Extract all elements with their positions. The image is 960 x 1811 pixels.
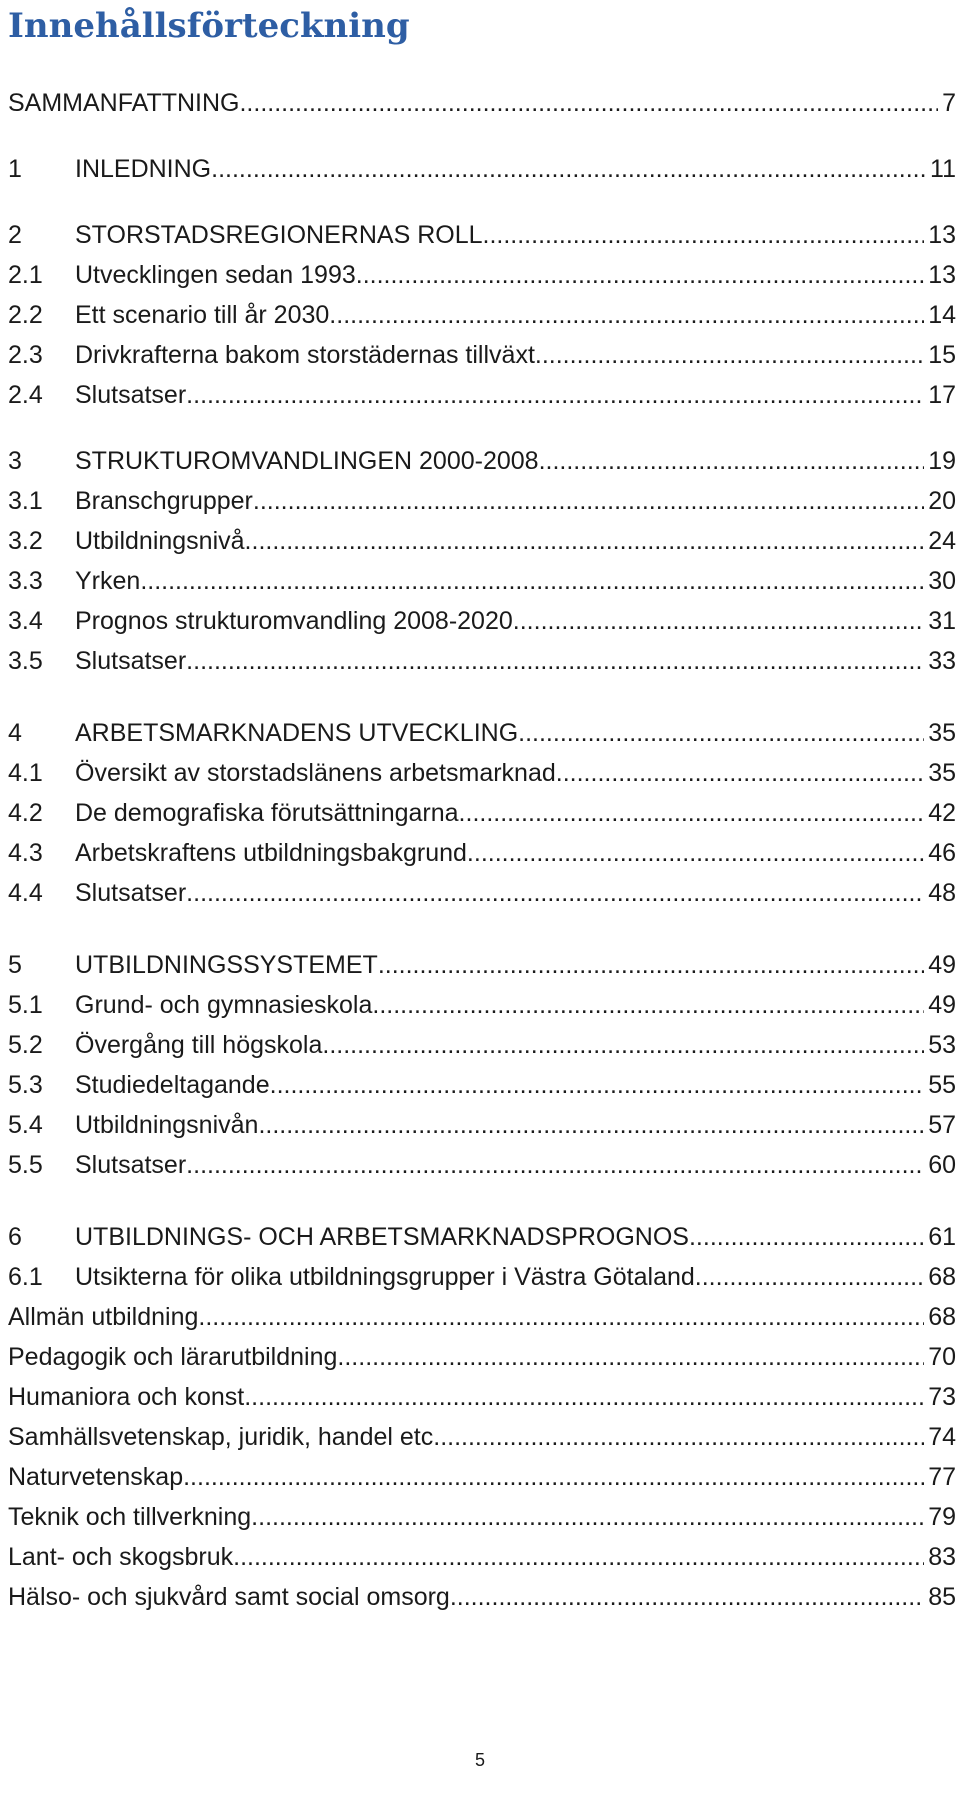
toc-entry-number: 4.4 <box>8 879 43 907</box>
toc-entry[interactable] <box>8 876 956 910</box>
toc-entry-title: Drivkrafterna bakom storstädernas tillväxt <box>75 341 535 369</box>
toc-entry-page: 60 <box>928 1151 956 1179</box>
dot-leader <box>329 298 924 332</box>
toc-entry-page: 73 <box>928 1383 956 1411</box>
dot-leader <box>513 604 924 638</box>
toc-entry-page: 53 <box>928 1031 956 1059</box>
toc-entry-title: UTBILDNINGSSYSTEMET <box>75 951 378 979</box>
toc-entry[interactable] <box>8 1500 956 1534</box>
dot-leader <box>253 484 924 518</box>
toc-entry[interactable] <box>8 1460 956 1494</box>
toc-entry[interactable] <box>8 258 956 292</box>
toc-entry[interactable] <box>8 1380 956 1414</box>
toc-entry[interactable] <box>8 988 956 1022</box>
toc-entry-number: 5.2 <box>8 1031 43 1059</box>
toc-entry[interactable] <box>8 716 956 750</box>
toc-entry-number: 5.5 <box>8 1151 43 1179</box>
toc-entry-page: 49 <box>928 951 956 979</box>
toc-entry-title: Lant- och skogsbruk <box>8 1543 234 1571</box>
dot-leader <box>140 564 924 598</box>
toc-entry-number: 3.2 <box>8 527 43 555</box>
toc-entry-number: 5 <box>8 951 22 979</box>
toc-entry[interactable] <box>8 484 956 518</box>
toc-entry[interactable] <box>8 644 956 678</box>
toc-entry-page: 55 <box>928 1071 956 1099</box>
toc-entry[interactable] <box>8 1540 956 1574</box>
toc-entry[interactable] <box>8 338 956 372</box>
toc-entry-title: Slutsatser <box>75 381 187 409</box>
toc-entry-page: 20 <box>928 487 956 515</box>
toc-entry-title: STRUKTUROMVANDLINGEN 2000-2008 <box>75 447 539 475</box>
toc-entry-number: 4.3 <box>8 839 43 867</box>
toc-entry-number: 5.4 <box>8 1111 43 1139</box>
toc-entry-title: Samhällsvetenskap, juridik, handel etc. <box>8 1423 441 1451</box>
toc-entry[interactable] <box>8 604 956 638</box>
dot-leader <box>337 1340 924 1374</box>
dot-leader <box>239 86 938 120</box>
dot-leader <box>186 1148 924 1182</box>
toc-entry-page: 33 <box>928 647 956 675</box>
toc-entry-page: 35 <box>928 719 956 747</box>
dot-leader <box>450 1580 924 1614</box>
toc-entry-page: 68 <box>928 1303 956 1331</box>
dot-leader <box>535 338 924 372</box>
toc-entry-number: 6 <box>8 1223 22 1251</box>
dot-leader <box>378 948 924 982</box>
dot-leader <box>258 1108 924 1142</box>
toc-entry[interactable] <box>8 1028 956 1062</box>
toc-entry-title: Grund- och gymnasieskola <box>75 991 373 1019</box>
page-number: 5 <box>474 1750 485 1770</box>
toc-entry-title: Prognos strukturomvandling 2008-2020 <box>75 607 513 635</box>
toc-entry-title: Naturvetenskap <box>8 1463 184 1491</box>
toc-entry-number: 5.3 <box>8 1071 43 1099</box>
toc-entry-title: Ett scenario till år 2030 <box>75 301 330 329</box>
toc-entry-page: 31 <box>928 607 956 635</box>
toc-entry-number: 1 <box>8 155 22 183</box>
toc-entry-page: 46 <box>928 839 956 867</box>
dot-leader <box>556 756 924 790</box>
toc-entry[interactable] <box>8 152 956 186</box>
toc-entry-title: Slutsatser <box>75 879 187 907</box>
dot-leader <box>356 258 924 292</box>
toc-entry-page: 11 <box>930 155 956 183</box>
toc-entry[interactable] <box>8 1148 956 1182</box>
toc-entry[interactable] <box>8 298 956 332</box>
toc-entry-title: Pedagogik och lärarutbildning <box>8 1343 338 1371</box>
toc-entry-title: ARBETSMARKNADENS UTVECKLING <box>75 719 519 747</box>
toc-entry[interactable] <box>8 1260 956 1294</box>
toc-entry-number: 2.3 <box>8 341 43 369</box>
toc-entry-page: 14 <box>928 301 956 329</box>
dot-leader <box>183 1460 924 1494</box>
dot-leader <box>695 1260 924 1294</box>
toc-entry-page: 48 <box>928 879 956 907</box>
dot-leader <box>467 836 924 870</box>
toc-entry[interactable] <box>8 836 956 870</box>
toc-entry-number: 4.1 <box>8 759 43 787</box>
toc-entry-title: Utvecklingen sedan 1993 <box>75 261 356 289</box>
toc-entry-page: 70 <box>928 1343 956 1371</box>
dot-leader <box>518 716 924 750</box>
toc-entry-title: Allmän utbildning <box>8 1303 199 1331</box>
toc-entry[interactable] <box>8 524 956 558</box>
toc-entry[interactable] <box>8 1068 956 1102</box>
toc-entry-number: 3.4 <box>8 607 43 635</box>
dot-leader <box>539 444 925 478</box>
toc-entry[interactable] <box>8 218 956 252</box>
toc-entry-title: Teknik och tillverkning <box>8 1503 252 1531</box>
toc-entry[interactable] <box>8 1108 956 1142</box>
toc-entry-number: 3.3 <box>8 567 43 595</box>
toc-entry-title: Yrken <box>75 567 141 595</box>
dot-leader <box>244 1380 924 1414</box>
toc-entry-number: 2 <box>8 221 22 249</box>
toc-entry-title: Översikt av storstadslänens arbetsmarknad <box>75 759 556 787</box>
toc-entry-page: 74 <box>928 1423 956 1451</box>
toc-entry-page: 13 <box>928 261 956 289</box>
toc-entry[interactable] <box>8 1220 956 1254</box>
toc-entry-title: Övergång till högskola <box>75 1031 323 1059</box>
toc-entry-title: Slutsatser <box>75 1151 187 1179</box>
toc-entry-title: Utbildningsnivå <box>75 527 245 555</box>
toc-entry-page: 68 <box>928 1263 956 1291</box>
toc-entry-title: Hälso- och sjukvård samt social omsorg <box>8 1583 450 1611</box>
toc-entry[interactable] <box>8 564 956 598</box>
dot-leader <box>322 1028 924 1062</box>
toc-entry-title: SAMMANFATTNING <box>8 89 240 117</box>
toc-entry-page: 79 <box>928 1503 956 1531</box>
dot-leader <box>459 796 925 830</box>
dot-leader <box>198 1300 924 1334</box>
dot-leader <box>186 876 924 910</box>
toc-entry-number: 2.4 <box>8 381 43 409</box>
toc-entry[interactable] <box>8 86 956 120</box>
toc-entry-page: 83 <box>928 1543 956 1571</box>
toc-entry[interactable] <box>8 444 956 478</box>
toc-entry[interactable] <box>8 756 956 790</box>
toc-entry-page: 30 <box>928 567 956 595</box>
toc-entry-title: Slutsatser <box>75 647 187 675</box>
dot-leader <box>211 152 926 186</box>
page-title: Innehållsförteckning <box>8 6 410 46</box>
toc-entry-page: 49 <box>928 991 956 1019</box>
toc-entry-page: 35 <box>928 759 956 787</box>
toc-entry[interactable] <box>8 1340 956 1374</box>
dot-leader <box>186 644 924 678</box>
toc-entry-number: 4.2 <box>8 799 43 827</box>
toc-entry-page: 77 <box>928 1463 956 1491</box>
toc-entry-page: 61 <box>928 1223 956 1251</box>
toc-entry-page: 15 <box>928 341 956 369</box>
toc-entry-number: 2.2 <box>8 301 43 329</box>
toc-entry-page: 19 <box>928 447 956 475</box>
toc-entry-page: 42 <box>928 799 956 827</box>
toc-entry-number: 3.1 <box>8 487 43 515</box>
toc-entry-number: 3.5 <box>8 647 43 675</box>
toc-entry-number: 2.1 <box>8 261 43 289</box>
dot-leader <box>372 988 924 1022</box>
dot-leader <box>186 378 924 412</box>
toc-entry-page: 13 <box>928 221 956 249</box>
dot-leader <box>270 1068 925 1102</box>
toc-entry-title: Utsikterna för olika utbildningsgrupper i Västra Götaland <box>75 1263 695 1291</box>
toc-entry[interactable] <box>8 1300 956 1334</box>
toc-entry-number: 4 <box>8 719 22 747</box>
toc-entry-page: 17 <box>928 381 956 409</box>
toc-entry-title: De demografiska förutsättningarna <box>75 799 459 827</box>
toc-entry[interactable] <box>8 796 956 830</box>
dot-leader <box>689 1220 924 1254</box>
toc-entry-title: Humaniora och konst <box>8 1383 245 1411</box>
dot-leader <box>440 1420 924 1454</box>
toc-entry-page: 7 <box>942 89 956 117</box>
toc-entry-title: Utbildningsnivån <box>75 1111 259 1139</box>
toc-entry[interactable] <box>8 1580 956 1614</box>
dot-leader <box>251 1500 924 1534</box>
dot-leader <box>483 218 925 252</box>
dot-leader <box>233 1540 924 1574</box>
toc-entry-title: INLEDNING <box>75 155 212 183</box>
toc-entry-title: Branschgrupper <box>75 487 253 515</box>
toc-entry-number: 5.1 <box>8 991 43 1019</box>
toc-entry-number: 6.1 <box>8 1263 43 1291</box>
toc-entry-page: 85 <box>928 1583 956 1611</box>
toc-entry-title: STORSTADSREGIONERNAS ROLL <box>75 221 483 249</box>
toc-entry-page: 24 <box>928 527 956 555</box>
toc-entry-title: Arbetskraftens utbildningsbakgrund <box>75 839 467 867</box>
toc-entry-number: 3 <box>8 447 22 475</box>
dot-leader <box>245 524 925 558</box>
toc-entry-title: Studiedeltagande <box>75 1071 270 1099</box>
toc-entry-title: UTBILDNINGS- OCH ARBETSMARKNADSPROGNOS <box>75 1223 689 1251</box>
toc-entry[interactable] <box>8 378 956 412</box>
toc-entry-page: 57 <box>928 1111 956 1139</box>
toc-entry[interactable] <box>8 1420 956 1454</box>
toc-entry[interactable] <box>8 948 956 982</box>
